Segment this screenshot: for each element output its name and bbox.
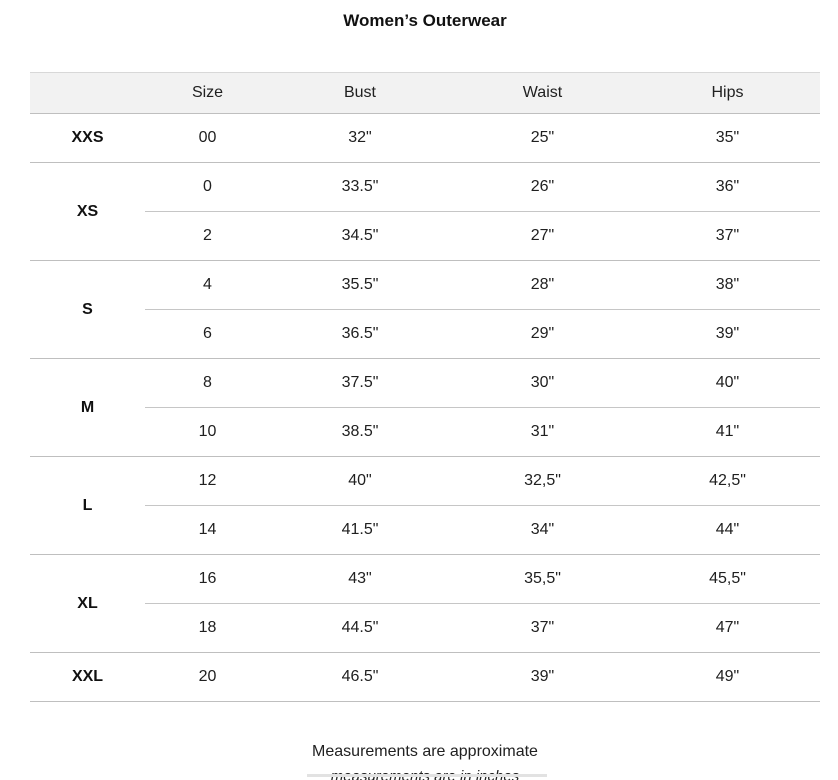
table-row [30, 212, 820, 261]
cell-bust: 34.5" [270, 212, 450, 261]
size-group-label-l: L [30, 457, 145, 555]
table-row [30, 457, 820, 506]
size-group-label-xl: XL [30, 555, 145, 653]
cell-waist: 27" [450, 212, 635, 261]
cell-size: 0 [145, 163, 270, 212]
cell-hips: 36" [635, 163, 820, 212]
header-cell-size: Size [145, 73, 270, 114]
cell-bust: 46.5" [270, 653, 450, 702]
cell-waist: 32,5" [450, 457, 635, 506]
cell-bust: 35.5" [270, 261, 450, 310]
cell-waist: 29" [450, 310, 635, 359]
cell-waist: 34" [450, 506, 635, 555]
size-group-label-s: S [30, 261, 145, 359]
cell-waist: 28" [450, 261, 635, 310]
cell-bust: 43" [270, 555, 450, 604]
header-cell-empty [30, 73, 145, 114]
cell-hips: 40" [635, 359, 820, 408]
cell-size: 4 [145, 261, 270, 310]
table-row [30, 408, 820, 457]
table-row [30, 310, 820, 359]
cell-bust: 38.5" [270, 408, 450, 457]
cell-size: 14 [145, 506, 270, 555]
cell-hips: 42,5" [635, 457, 820, 506]
table-header [30, 73, 820, 114]
cell-bust: 33.5" [270, 163, 450, 212]
cell-size: 20 [145, 653, 270, 702]
size-chart-table [30, 72, 820, 702]
cell-bust: 41.5" [270, 506, 450, 555]
size-group-label-xxl: XXL [30, 653, 145, 702]
cell-waist: 30" [450, 359, 635, 408]
cell-bust: 40" [270, 457, 450, 506]
cell-size: 8 [145, 359, 270, 408]
cell-hips: 39" [635, 310, 820, 359]
header-row [30, 73, 820, 114]
table-row [30, 653, 820, 702]
table-row [30, 261, 820, 310]
table-row [30, 604, 820, 653]
size-group-label-xs: XS [30, 163, 145, 261]
header-cell-bust: Bust [270, 73, 450, 114]
footer-note-approximate: Measurements are approximate [312, 743, 538, 760]
table-row [30, 359, 820, 408]
footer-note-inches [30, 766, 820, 780]
cell-size: 18 [145, 604, 270, 653]
cell-bust: 44.5" [270, 604, 450, 653]
cell-size: 12 [145, 457, 270, 506]
cell-size: 10 [145, 408, 270, 457]
cell-size: 2 [145, 212, 270, 261]
header-cell-hips: Hips [635, 73, 820, 114]
cell-waist: 37" [450, 604, 635, 653]
cell-hips: 35" [635, 114, 820, 163]
cell-bust: 32" [270, 114, 450, 163]
cell-waist: 39" [450, 653, 635, 702]
cell-hips: 47" [635, 604, 820, 653]
cell-hips: 45,5" [635, 555, 820, 604]
cell-waist: 31" [450, 408, 635, 457]
table-row [30, 506, 820, 555]
cell-hips: 38" [635, 261, 820, 310]
table-row [30, 163, 820, 212]
table-row [30, 114, 820, 163]
cell-waist: 25" [450, 114, 635, 163]
cell-hips: 49" [635, 653, 820, 702]
cell-size: 16 [145, 555, 270, 604]
size-group-label-m: M [30, 359, 145, 457]
cell-waist: 35,5" [450, 555, 635, 604]
cell-hips: 44" [635, 506, 820, 555]
size-group-label-xxs: XXS [30, 114, 145, 163]
page-title: Women’s Outerwear [343, 11, 507, 30]
header-cell-waist: Waist [450, 73, 635, 114]
cell-bust: 37.5" [270, 359, 450, 408]
cell-size: 00 [145, 114, 270, 163]
cell-size: 6 [145, 310, 270, 359]
cell-hips: 41" [635, 408, 820, 457]
content-area [30, 0, 820, 702]
cutoff-text-fragment [307, 774, 547, 777]
cell-waist: 26" [450, 163, 635, 212]
table-row [30, 555, 820, 604]
cell-hips: 37" [635, 212, 820, 261]
cell-bust: 36.5" [270, 310, 450, 359]
